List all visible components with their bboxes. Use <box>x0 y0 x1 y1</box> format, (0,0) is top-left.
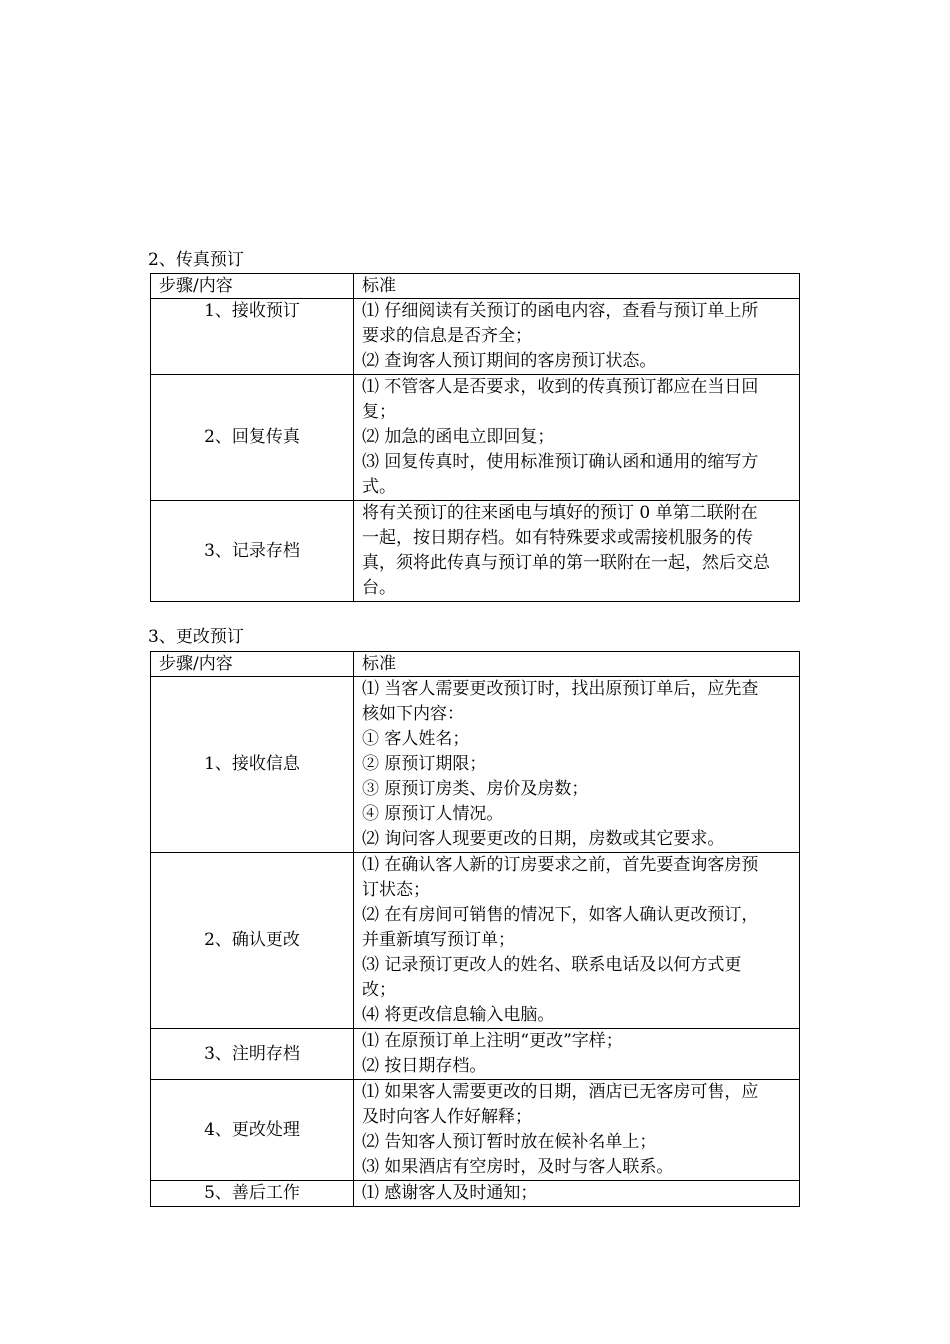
standard-line: ⑴ 如果客人需要更改的日期，酒店已无客房可售，应 <box>362 1082 759 1102</box>
standard-line: ② 原预订期限； <box>362 754 487 774</box>
standard-line: 核如下内容： <box>362 704 464 724</box>
standard-line: 及时向客人作好解释； <box>362 1107 532 1127</box>
header-step-content: 步骤/内容 <box>151 274 354 299</box>
standard-cell <box>354 1029 800 1080</box>
standard-line: 复； <box>362 402 396 422</box>
standard-line: 并重新填写预订单； <box>362 930 515 950</box>
standard-line: ⑶ 如果酒店有空房时，及时与客人联系。 <box>362 1157 674 1177</box>
standard-line: ⑵ 告知客人预订暂时放在候补名单上； <box>362 1132 657 1152</box>
table-row <box>151 853 800 1029</box>
standard-line: ① 客人姓名； <box>362 729 470 749</box>
standard-cell <box>354 375 800 501</box>
standard-line: ⑷ 将更改信息输入电脑。 <box>362 1005 555 1025</box>
standard-line: ⑴ 在原预订单上注明“更改”字样； <box>362 1031 623 1051</box>
section-title-fax-booking: 2、传真预订 <box>148 250 244 270</box>
standard-line: ⑵ 询问客人现要更改的日期，房数或其它要求。 <box>362 829 725 849</box>
standard-line: ⑴ 不管客人是否要求，收到的传真预订都应在当日回 <box>362 377 759 397</box>
standard-line: ⑶ 记录预订更改人的姓名、联系电话及以何方式更 <box>362 955 742 975</box>
header-standard: 标准 <box>354 274 800 299</box>
standard-line: ⑵ 查询客人预订期间的客房预订状态。 <box>362 351 657 371</box>
standard-line: 订状态； <box>362 880 430 900</box>
standard-line: ⑴ 在确认客人新的订房要求之前，首先要查询客房预 <box>362 855 759 875</box>
table-row <box>151 1080 800 1181</box>
step-cell: 1、接收预订 <box>151 299 354 375</box>
standard-line: 台。 <box>362 578 396 598</box>
step-cell: 3、记录存档 <box>151 501 354 602</box>
step-cell: 3、注明存档 <box>151 1029 354 1080</box>
table-header-row <box>151 274 800 299</box>
table-row <box>151 501 800 602</box>
header-step-content: 步骤/内容 <box>151 652 354 677</box>
standard-line: ⑴ 感谢客人及时通知； <box>362 1183 538 1203</box>
table-row <box>151 1029 800 1080</box>
standard-line: ⑵ 加急的函电立即回复； <box>362 427 555 447</box>
standard-line: ⑵ 按日期存档。 <box>362 1056 487 1076</box>
standard-line: ⑵ 在有房间可销售的情况下，如客人确认更改预订， <box>362 905 759 925</box>
header-standard: 标准 <box>354 652 800 677</box>
table-row <box>151 677 800 853</box>
standard-cell <box>354 677 800 853</box>
standard-line: 将有关预订的往来函电与填好的预订 0 单第二联附在 <box>362 503 758 523</box>
table-header-row <box>151 652 800 677</box>
step-cell: 1、接收信息 <box>151 677 354 853</box>
fax-booking-table <box>150 273 800 602</box>
step-cell: 2、回复传真 <box>151 375 354 501</box>
standard-cell <box>354 299 800 375</box>
change-booking-table <box>150 651 800 1207</box>
standard-cell <box>354 501 800 602</box>
standard-line: ④ 原预订人情况。 <box>362 804 504 824</box>
standard-line: 改； <box>362 980 396 1000</box>
table-row <box>151 1181 800 1207</box>
standard-line: 式。 <box>362 477 396 497</box>
standard-line: 要求的信息是否齐全； <box>362 326 532 346</box>
standard-line: ⑶ 回复传真时，使用标准预订确认函和通用的缩写方 <box>362 452 759 472</box>
step-cell: 4、更改处理 <box>151 1080 354 1181</box>
standard-cell <box>354 1181 800 1207</box>
standard-line: ⑴ 仔细阅读有关预订的函电内容，查看与预订单上所 <box>362 301 759 321</box>
standard-cell <box>354 853 800 1029</box>
table-row <box>151 299 800 375</box>
standard-line: 一起，按日期存档。如有特殊要求或需接机服务的传 <box>362 528 753 548</box>
standard-line: 真，须将此传真与预订单的第一联附在一起，然后交总 <box>362 553 770 573</box>
step-cell: 5、善后工作 <box>151 1181 354 1207</box>
table-row <box>151 375 800 501</box>
step-cell: 2、确认更改 <box>151 853 354 1029</box>
standard-line: ③ 原预订房类、房价及房数； <box>362 779 589 799</box>
standard-line: ⑴ 当客人需要更改预订时，找出原预订单后，应先查 <box>362 679 759 699</box>
section-title-change-booking: 3、更改预订 <box>148 627 244 647</box>
standard-cell <box>354 1080 800 1181</box>
